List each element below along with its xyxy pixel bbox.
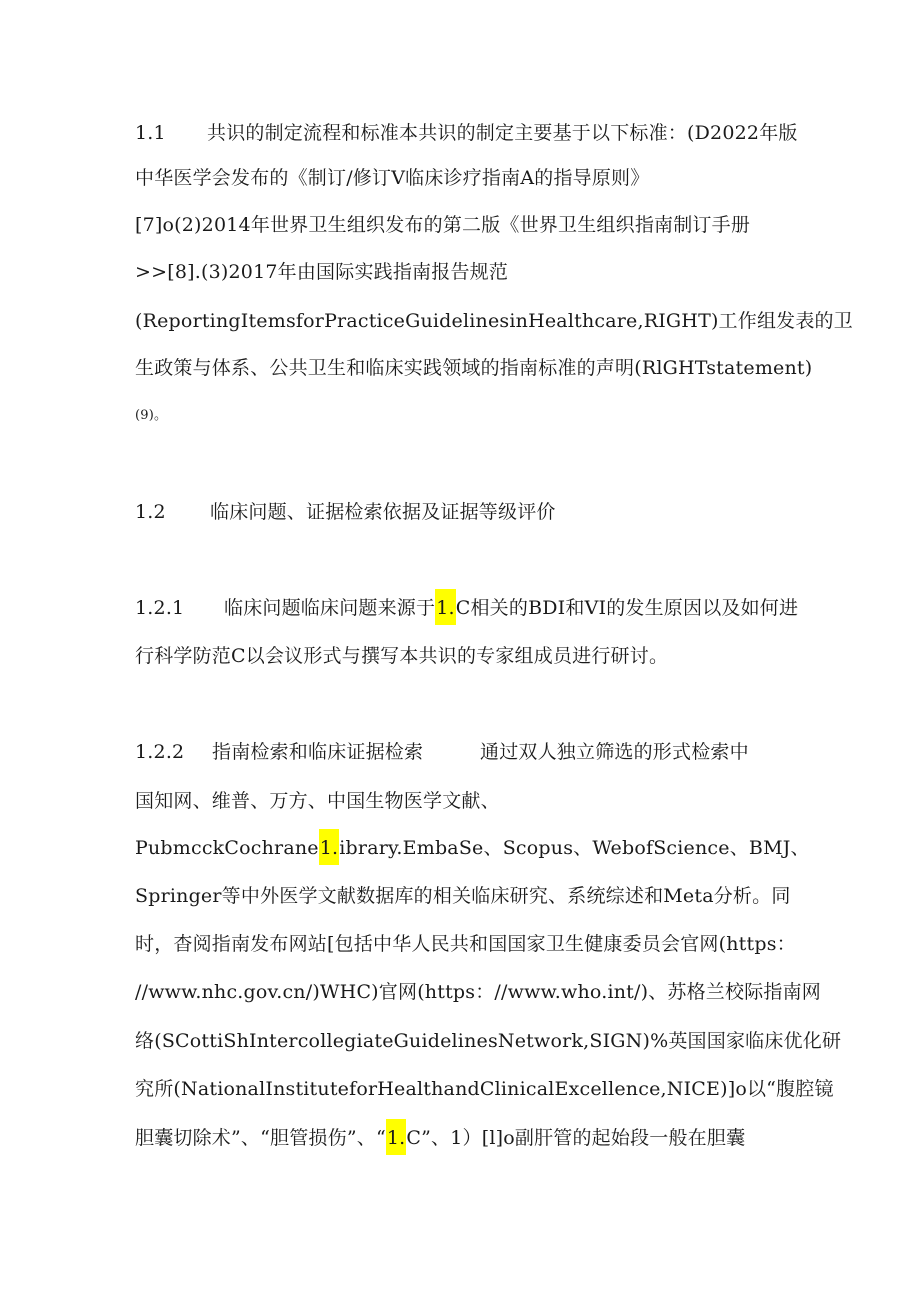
section-1-2-2-line-8: 究所(NationalInstituteforHealthandClinicalExcellence,NICE)]o以“腹腔镜 [135, 1078, 834, 1100]
section-1-2-2-line-3 [135, 836, 810, 860]
paragraph-text: 通过双人独立筛选的形式检索中 [480, 741, 749, 763]
section-1-1-line-2: 中华医学会发布的《制订/修订V临床诊疗指南A的指导原则》 [135, 167, 650, 189]
section-1-1-line-4: >>[8].(3)2017年由国际实践指南报告规范 [135, 261, 509, 283]
section-1-1-line-5: (ReportingItemsforPracticeGuidelinesinHealthcare,RIGHT)工作组发表的卫 [135, 310, 853, 332]
highlighted-text: 1. [435, 589, 456, 625]
paragraph-text: 胆囊切除术”、“胆管损伤”、“ [135, 1127, 386, 1149]
section-1-2-heading [135, 500, 795, 524]
section-1-1-line-6: 生政策与体系、公共卫生和临床实践领域的指南标准的声明(RlGHTstatement) [135, 357, 813, 379]
paragraph-text: C”、1）[l]o副肝管的起始段一般在胆囊 [406, 1127, 746, 1149]
highlighted-text: 1. [386, 1119, 407, 1155]
section-number: 1.1 [135, 122, 166, 144]
section-1-2-1-line-2: 行科学防范C以会议形式与撰写本共识的专家组成员进行研讨。 [135, 645, 669, 667]
section-1-2-2-line-1 [135, 740, 795, 764]
section-1-2-2-line-4: Springer等中外医学文献数据库的相关临床研究、系统综述和Meta分析。同 [135, 885, 791, 907]
section-number: 1.2.1 [135, 597, 185, 619]
section-1-1-line-1 [135, 121, 798, 145]
section-1-2-2-line-5: 时，杳阅指南发布网站[包括中华人民共和国国家卫生健康委员会官网(https： [135, 933, 796, 955]
section-1-1-line-7: (9)。 [135, 408, 168, 423]
section-1-2-2-line-2: 国知网、维普、万方、中国生物医学文献、 [135, 790, 500, 812]
section-1-2-1-line-1 [135, 596, 799, 620]
paragraph-text: ibrary.EmbaSe、Scopus、WebofScience、BMJ、 [339, 837, 810, 859]
paragraph-text: PubmcckCochrane [135, 837, 319, 859]
section-1-2-2-line-7: 络(SCottiShIntercollegiateGuidelinesNetwork,SIGN)%英国国家临床优化研 [135, 1030, 842, 1052]
paragraph-text: C相关的BDI和VI的发生原因以及如何进 [455, 597, 799, 619]
section-number: 1.2 [135, 501, 166, 523]
section-number: 1.2.2 [135, 741, 185, 763]
section-1-2-2-line-6: //www.nhc.gov.cn/)WHC)官网(https：//www.who.int/)、苏格兰校际指南网 [135, 981, 822, 1003]
section-1-1-line-3: [7]o(2)2014年世界卫生组织发布的第二版《世界卫生组织指南制订手册 [135, 214, 751, 236]
highlighted-text: 1. [319, 829, 340, 865]
paragraph-text: 临床问题临床问题来源于 [224, 597, 436, 619]
section-1-2-2-line-9 [135, 1126, 795, 1150]
section-title: 指南检索和临床证据检索 [212, 741, 424, 763]
section-title: 临床问题、证据检索依据及证据等级评价 [210, 501, 556, 523]
paragraph-text: 共识的制定流程和标准本共识的制定主要基于以下标准：(D2022年版 [207, 122, 798, 144]
